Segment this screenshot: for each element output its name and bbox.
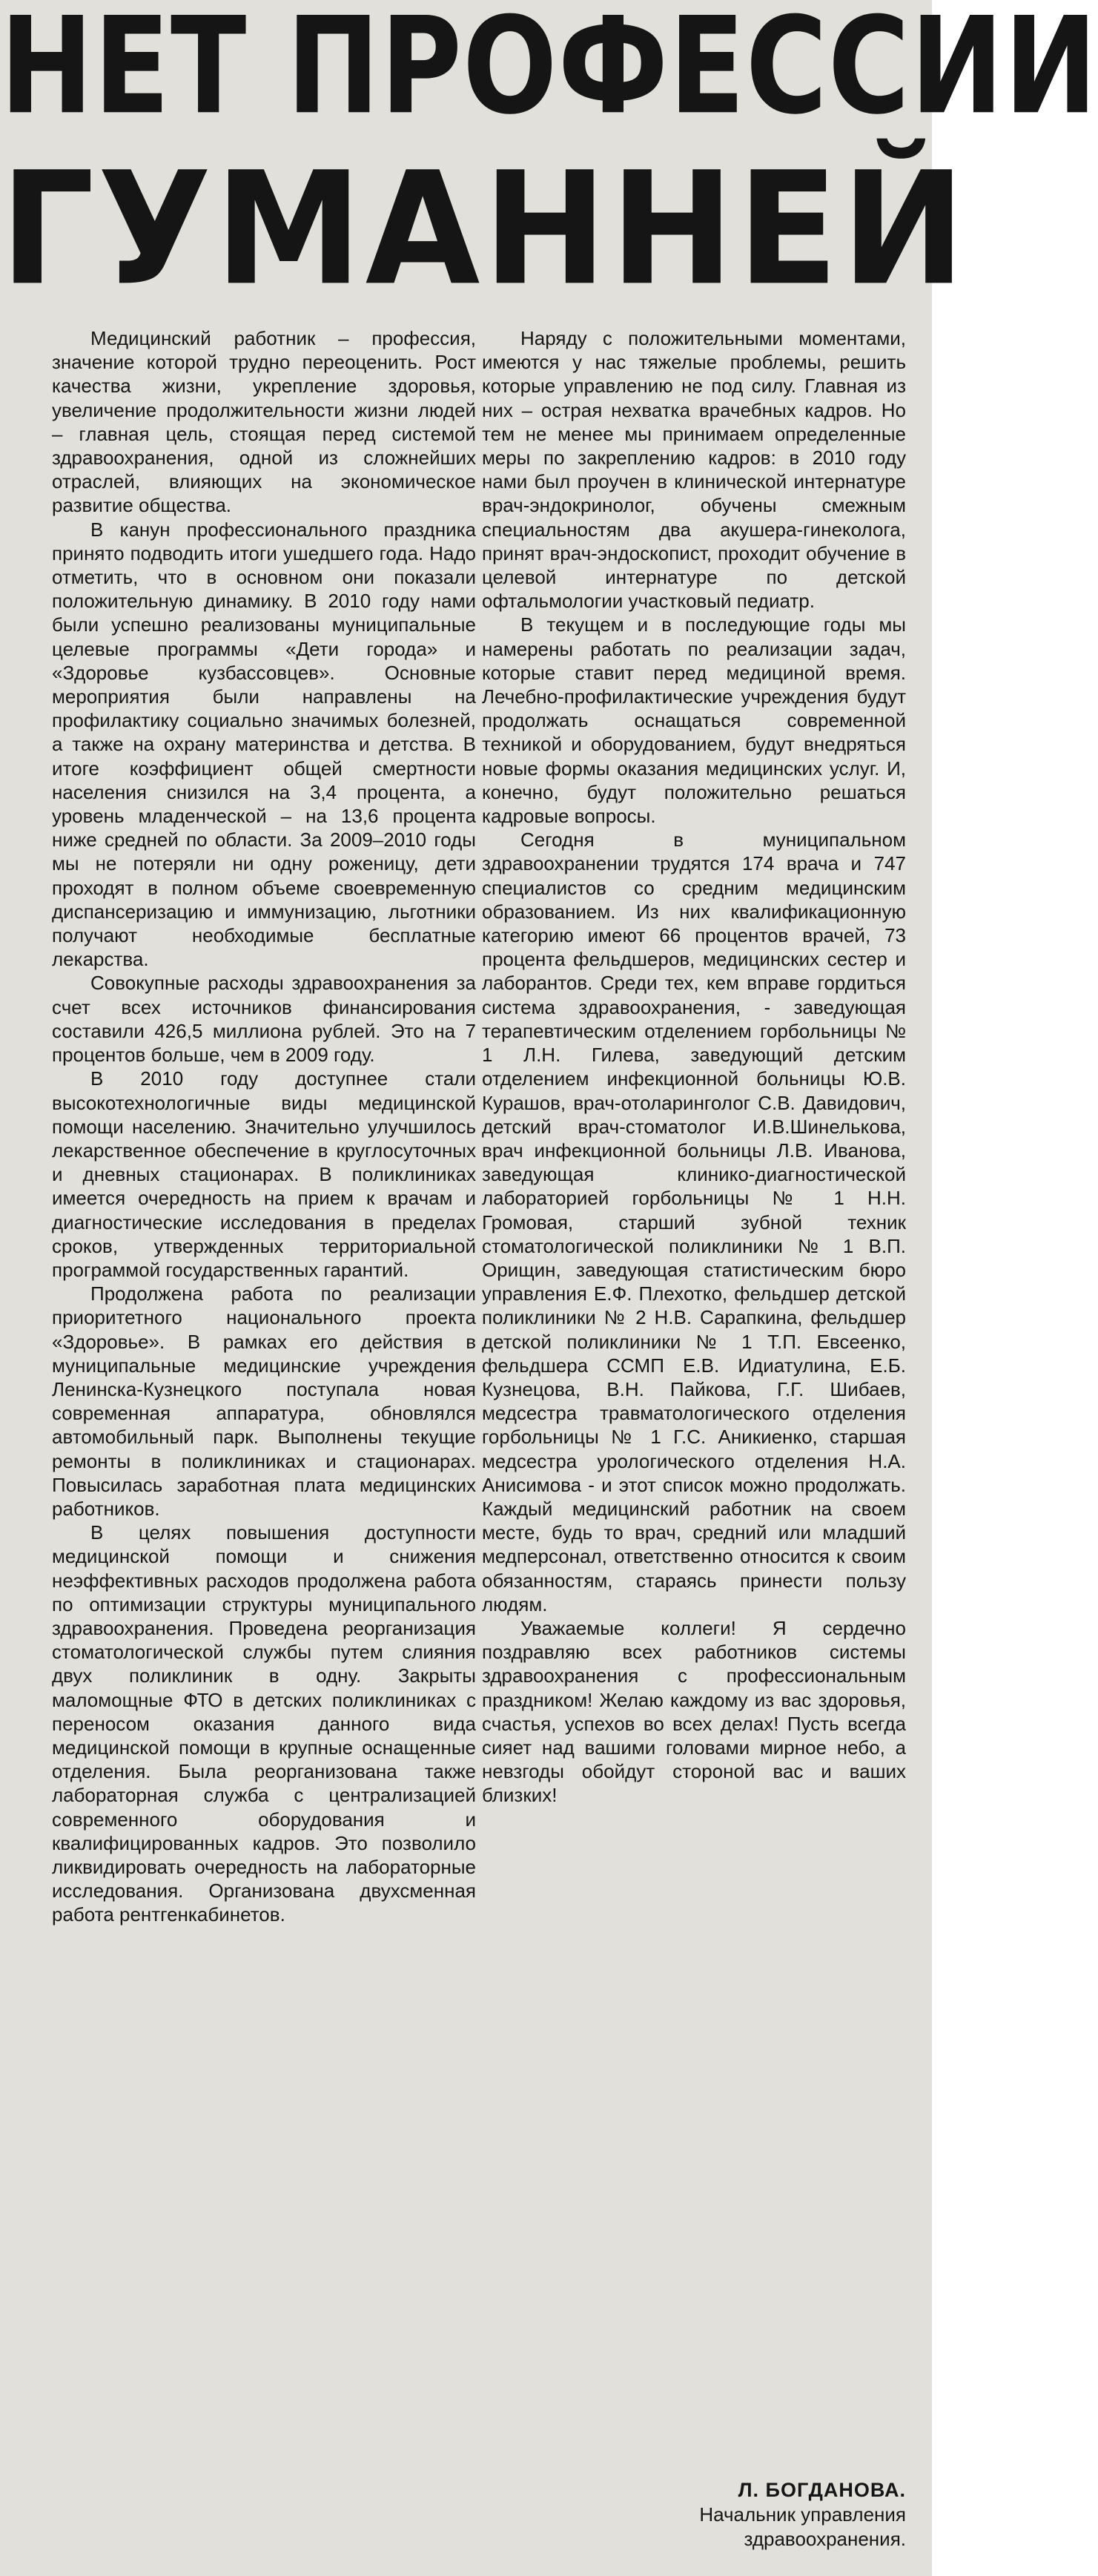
article-paragraph: Уважаемые коллеги! Я сердечно поздравляю всех работников системы здравоохранения с профессиональным праздником! Желаю каждому из вас здоровья, счастья, успехов во всех делах! Пусть всегда сияет над вашими головами мирное небо, а невзгоды обойдут стороной вас и ваших близких!: [482, 1616, 906, 1807]
article-paragraph: Совокупные расходы здравоохранения за счет всех источников финансирования составили 426,5 миллиона рублей. Это на 7 процентов больше, чем в 2009 году.: [52, 972, 476, 1067]
headline-line-1: НЕТ ПРОФЕССИИ: [0, 0, 1098, 145]
author-signature: [482, 2477, 906, 2552]
article-paragraph: Продолжена работа по реализации приоритетного национального проекта «Здоровье». В рамках его действия в муниципальные медицинские учреждения Ленинска-Кузнецкого поступала новая современная аппаратура, обновлялся автомобильный парк. Выполнены текущие ремонты в поликлиниках и стационарах. Повысилась заработная плата медицинских работников.: [52, 1282, 476, 1520]
article-paragraph: В канун профессионального праздника принято подводить итоги ушедшего года. Надо отметить, что в основном они показали положительную динамику. В 2010 году нами были успешно реализованы муниципальные целевые программы «Дети города» и «Здоровье кузбассовцев». Основные мероприятия были направлены на профилактику социально значимых болезней, а также на охрану материнства и детства. В итоге коэффициент общей смертности населения снизился на 3,4 процента, а уровень младенческой – на 13,6 процента ниже средней по области. За 2009–2010 годы мы не потеряли ни одну роженицу, дети проходят в полном объеме своевременную диспансеризацию и иммунизацию, льготники получают необходимые бесплатные лекарства.: [52, 518, 476, 971]
article-paragraph: В 2010 году доступнее стали высокотехнологичные виды медицинской помощи населению. Значительно улучшилось лекарственное обеспечение в круглосуточных и дневных стационарах. В поликлиниках имеется очередность на прием к врачам и диагностические исследования в пределах сроков, утвержденных территориальной программой государственных гарантий.: [52, 1067, 476, 1281]
article-paragraph: Сегодня в муниципальном здравоохранении трудятся 174 врача и 747 специалистов со средним медицинским образованием. Из них квалификационную категорию имеют 66 процентов врачей, 73 процента фельдшеров, медицинских сестер и лаборантов. Среди тех, кем вправе гордиться система здравоохранения, - заведующая терапевтическим отделением горбольницы № 1 Л.Н. Гилева, заведующий детским отделением инфекционной больницы Ю.В. Курашов, врач-отоларинголог С.В. Давидович, детский врач-стоматолог И.В.Шинелькова, врач инфекционной больницы Л.В. Иванова, заведующая клинико-диагностической лабораторией горбольницы № 1 Н.Н. Громовая, старший зубной техник стоматологической поликлиники № 1 В.П. Орищин, заведующая статистическим бюро управления Е.Ф. Плехотко, фельдшер детской поликлиники № 2 Н.В. Сарапкина, фельдшер детской поликлиники № 1 Т.П. Евсеенко, фельдшера ССМП Е.В. Идиатулина, Е.Б. Кузнецова, В.Н. Пайкова, Г.Г. Шибаев, медсестра травматологического отделения горбольницы № 1 Г.С. Аникиенко, старшая медсестра урологического отделения Н.А. Анисимова - и этот список можно продолжать. Каждый медицинский работник на своем месте, будь то врач, средний или младший медперсонал, ответственно относится к своим обязанностям, стараясь принести пользу людям.: [482, 829, 906, 1615]
article-right-column: [482, 326, 906, 1808]
article-paragraph: Наряду с положительными моментами, имеются у нас тяжелые проблемы, решить которые управлению не под силу. Главная из них – острая нехватка врачебных кадров. Но тем не менее мы принимаем определенные меры по закреплению кадров: в 2010 году нами был проучен в клинической интернатуре врач-эндокринолог, обучены смежным специальностям два акушера-гинеколога, принят врач-эндоскопист, проходит обучение в целевой интернатуре по детской офтальмологии участковый педиатр.: [482, 327, 906, 613]
article-left-column: [52, 326, 476, 1927]
headline-line-2: ГУМАННЕЙ: [0, 139, 969, 320]
author-title-line-1: Начальник управления: [699, 2503, 906, 2526]
author-title-line-2: здравоохранения.: [744, 2528, 906, 2550]
article-paragraph: В целях повышения доступности медицинской помощи и снижения неэффективных расходов продолжена работа по оптимизации структуры муниципального здравоохранения. Проведена реорганизация стоматологической службы путем слияния двух поликлиник в одну. Закрыты маломощные ФТО в детских поликлиниках с переносом оказания данного вида медицинской помощи в крупные оснащенные отделения. Была реорганизована также лабораторная служба с централизацией современного оборудования и квалифицированных кадров. Это позволило ликвидировать очередность на лабораторные исследования. Организована двухсменная работа рентгенкабинетов.: [52, 1521, 476, 1926]
article-paragraph: В текущем и в последующие годы мы намерены работать по реализации задач, которые ставит перед медициной время. Лечебно-профилактические учреждения будут продолжать оснащаться современной техникой и оборудованием, будут внедряться новые формы оказания медицинских услуг. И, конечно, будут положительно решаться кадровые вопросы.: [482, 613, 906, 828]
article-paragraph: Медицинский работник – профессия, значение которой трудно переоценить. Рост качества жизни, укрепление здоровья, увеличение продолжительности жизни людей – главная цель, стоящая перед системой здравоохранения, одной из сложнейших отраслей, влияющих на экономическое развитие общества.: [52, 327, 476, 517]
author-name: Л. БОГДАНОВА.: [738, 2479, 906, 2501]
